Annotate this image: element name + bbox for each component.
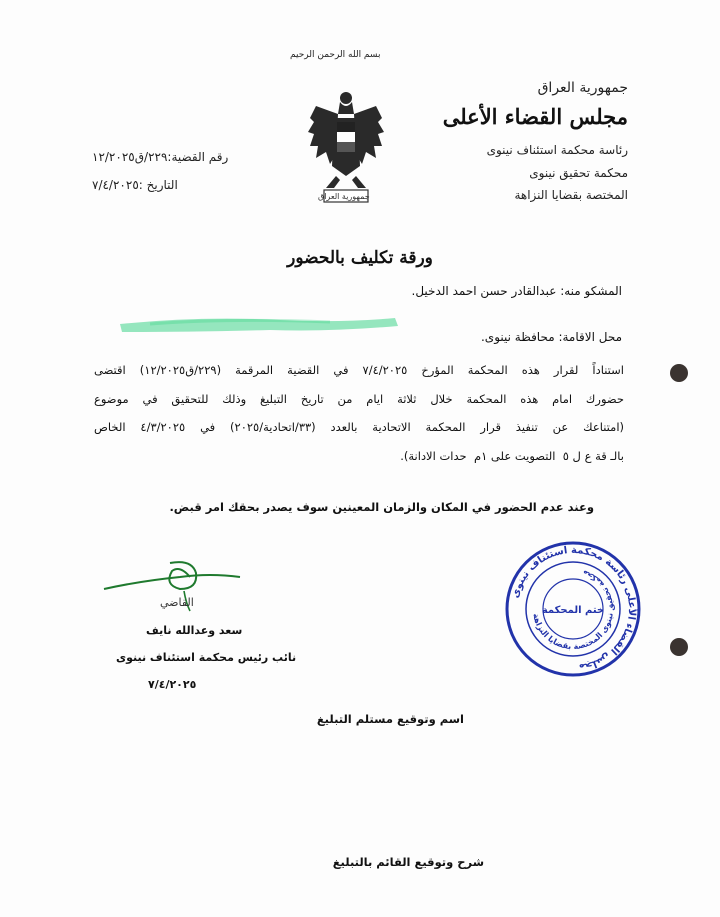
seal-center-text: ختم المحكمة xyxy=(541,605,605,616)
council-name: مجلس القضاء الأعلى xyxy=(442,104,628,129)
body-line: استناداً لقرار هذه المحكمة المؤرخ ٧/٤/٢٠٢٥ في القضية المرقمة (٢٢٩/ق١٢/٢٠٢٥) اقتضى xyxy=(94,363,624,377)
body-line: بالـ قة ع ل ٥ ‍ التصويت على ١م ‍ حدات الادانة). xyxy=(400,448,624,463)
iraq-eagle-emblem xyxy=(306,88,386,206)
judge-name: سعد وعدالله نايف xyxy=(146,624,243,637)
punch-hole xyxy=(670,638,688,656)
signature-date: ٧/٤/٢٠٢٥ xyxy=(148,678,197,691)
punch-hole xyxy=(670,364,688,382)
court-name: محكمة تحقيق نينوى xyxy=(529,166,628,180)
court-specialty: المختصة بقضايا النزاهة xyxy=(514,188,628,202)
body-line: (امتناعك عن تنفيذ قرار المحكمة الاتحادية بالعدد (٣٣/اتحادية/٢٠٢٥) في ٤/٣/٢٠٢٥ الخاص xyxy=(94,420,624,434)
seal-inner-text: محكمة تحقيق نينوى المختصة بقضايا النزاهة xyxy=(531,568,616,652)
presidency-name: رئاسة محكمة استئناف نينوى xyxy=(486,143,628,157)
case-number: رقم القضية:٢٢٩/ق١٢/٢٠٢٥ xyxy=(92,150,229,164)
body-line: حضورك امام هذه المحكمة خلال ثلاثة ايام من تاريخ التبليغ وذلك للتحقيق في موضوع xyxy=(94,391,624,406)
redaction-mark xyxy=(110,306,410,340)
summons-body xyxy=(94,356,624,470)
arrest-warning: وعند عدم الحضور في المكان والزمان المعينين سوف يصدر بحقك امر قبض. xyxy=(169,500,594,514)
accused-line: المشكو منه: عبدالقادر حسن احمد الدخيل. xyxy=(411,284,622,298)
court-seal xyxy=(504,540,642,678)
seal-outer-text: مجلس القضاء الأعلى رئاسة محكمة استئناف نينوى xyxy=(510,544,638,673)
document-date: التاريخ :٧/٤/٢٠٢٥ xyxy=(92,178,178,192)
judge-position: نائب رئيس محكمة استئناف نينوى xyxy=(116,651,297,664)
residence-line: محل الاقامة: محافظة نينوى. xyxy=(480,330,622,344)
document-title: ورقة تكليف بالحضور xyxy=(287,248,433,268)
emblem-caption: جمهورية العراق xyxy=(318,192,370,201)
judge-title: القاضي xyxy=(160,596,194,609)
server-signature-label: شرح وتوقيع القائم بالتبليغ xyxy=(332,855,484,869)
country-name: جمهورية العراق xyxy=(537,80,628,96)
basmala: بسم الله الرحمن الرحيم xyxy=(290,50,381,60)
recipient-signature-label: اسم وتوقيع مستلم التبليغ xyxy=(316,712,464,726)
